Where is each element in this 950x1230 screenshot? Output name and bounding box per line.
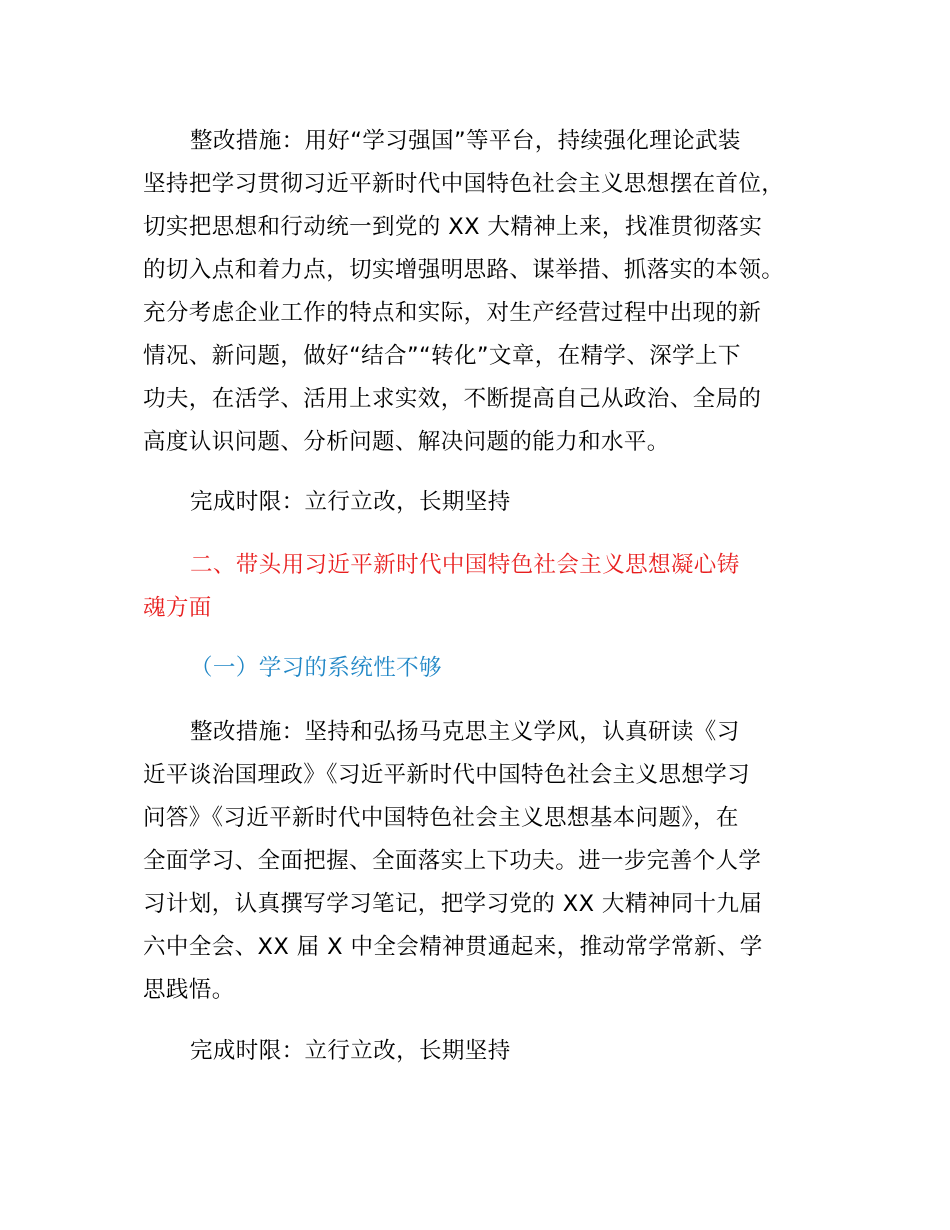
section-heading-line: 魂方面 [143, 595, 212, 621]
paragraph-line: 全面学习、全面把握、全面落实上下功夫。进一步完善个人学 [143, 848, 762, 874]
paragraph-line: 近平谈治国理政》《习近平新时代中国特色社会主义思想学习 [143, 762, 751, 788]
paragraph-line: 高度认识问题、分析问题、解决问题的能力和水平。 [143, 429, 670, 455]
paragraph-line: 情况、新问题，做好“结合”“转化”文章，在精学、深学上下 [143, 343, 741, 369]
section-heading-line: 二、带头用习近平新时代中国特色社会主义思想凝心铸 [190, 552, 740, 578]
paragraph-line: 整改措施：用好“学习强国”等平台，持续强化理论武装 [190, 128, 741, 154]
paragraph-line: 问答》《习近平新时代中国特色社会主义思想基本问题》，在 [143, 805, 739, 831]
subsection-heading-1 [143, 647, 815, 690]
section-heading-2 [143, 544, 815, 630]
subsection-heading-text: （一）学习的系统性不够 [190, 655, 442, 681]
paragraph-line: 坚持把学习贯彻习近平新时代中国特色社会主义思想摆在首位， [143, 171, 785, 197]
paragraph-line: 六中全会、XX 届 X 中全会精神贯通起来，推动常学常新、学 [143, 934, 763, 960]
paragraph-line: 整改措施：坚持和弘扬马克思主义学风，认真研读《习 [190, 719, 740, 745]
paragraph-line: 充分考虑企业工作的特点和实际，对生产经营过程中出现的新 [143, 300, 762, 326]
paragraph-line: 切实把思想和行动统一到党的 XX 大精神上来，找准贯彻落实 [143, 214, 763, 240]
deadline-line-2 [143, 1030, 815, 1073]
deadline-text: 完成时限：立行立改，长期坚持 [190, 489, 511, 515]
deadline-line-1 [143, 481, 815, 524]
paragraph-line: 功夫，在活学、活用上求实效，不断提高自己从政治、全局的 [143, 386, 762, 412]
deadline-text: 完成时限：立行立改，长期坚持 [190, 1038, 511, 1064]
rectification-measures-paragraph-1 [143, 120, 815, 464]
rectification-measures-paragraph-2 [143, 711, 815, 1012]
paragraph-line: 的切入点和着力点，切实增强明思路、谋举措、抓落实的本领。 [143, 257, 785, 283]
paragraph-line: 思践悟。 [143, 977, 235, 1003]
paragraph-line: 习计划，认真撰写学习笔记，把学习党的 XX 大精神同十九届 [143, 891, 763, 917]
